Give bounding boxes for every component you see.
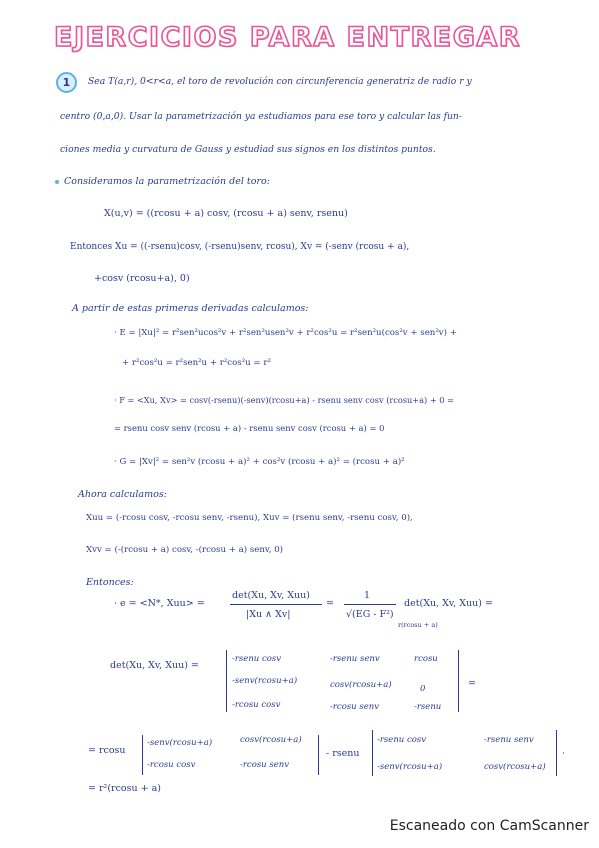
expand-lead: = rcosu [88,745,126,756]
partials-line-1: Entonces Xu = ((-rsenu)cosv, (-rsenu)senv, rcosu), Xv = (-senv (rcosu + a), [70,242,410,252]
first-forms-intro: A partir de estas primeras derivadas calculamos: [72,303,309,314]
fraction-bar [230,604,322,605]
minor1-cell: -senv(rcosu+a) [147,738,213,748]
det-cell: -rcosu senv [330,702,380,712]
parametrization-formula: X(u,v) = ((rcosu + a) cosv, (rcosu + a) senv, rsenu) [104,208,348,219]
minor1-right-bar [318,735,319,775]
det-cell: -rsenu cosv [232,654,282,664]
minor2-cell: cosv(rcosu+a) [484,762,546,772]
F-line-2: = rsenu cosv senv (rcosu + a) - rsenu senv cosv (rcosu + a) = 0 [114,423,385,433]
minor1-cell: -rcosu cosv [147,760,196,770]
det-cell: -rsenu [414,702,442,712]
result-line: = r²(rcosu + a) [88,783,161,794]
page-title: EJERCICIOS PARA ENTREGAR [54,22,522,53]
e-subscript: r(rcosu + a) [398,621,438,629]
bullet-dot [55,180,59,184]
det-cell: 0 [420,684,426,694]
partials-line-2: +cosv (rcosu+a), 0) [94,273,190,284]
det-cell: -rcosu cosv [232,700,281,710]
fraction-bar [344,604,396,605]
minor2-cell: -rsenu senv [484,735,534,745]
Xvv-line: Xvv = (-(rcosu + a) cosv, -(rcosu + a) senv, 0) [86,545,284,555]
det-left-bar [226,650,227,712]
problem-line-2: centro (0,a,0). Usar la parametrización ya estudiamos para ese toro y calcular las fun- [60,111,462,122]
camscanner-footer: Escaneado con CamScanner [389,818,589,834]
Xuu-line: Xuu = (-rcosu cosv, -rcosu senv, -rsenu), Xuv = (rsenu senv, -rsenu cosv, 0), [86,513,413,523]
det-cell: rcosu [414,654,438,664]
minor2-cell: -senv(rcosu+a) [377,762,443,772]
G-line: · G = |Xv|² = sen²v (rcosu + a)² + cos²v (rcosu + a)² = (rcosu + a)² [114,457,405,467]
det-equals: = [468,678,476,689]
minor2-left-bar [372,730,373,776]
minor1-left-bar [142,735,143,775]
trailing-dot: · [562,748,566,759]
problem-line-1: Sea T(a,r), 0<r<a, el toro de revolución con circunferencia generatriz de radio r y [88,76,472,87]
e-rhs: det(Xu, Xv, Xuu) = [404,598,493,609]
equals-sign: = [326,598,334,609]
e-numerator-2: 1 [364,590,371,601]
minor2-cell: -rsenu cosv [377,735,427,745]
det-cell: -senv(rcosu+a) [232,676,298,686]
minor2-right-bar [556,730,557,776]
F-line-1: · F = <Xu, Xv> = cosv(-rsenu)(-senv)(rcosu+a) - rsenu senv cosv (rcosu+a) + 0 = [114,395,454,405]
entonces-label: Entonces: [86,577,134,588]
exercise-number-badge: 1 [56,72,77,93]
e-lhs: · e = <N*, Xuu> = [114,598,205,609]
det-right-bar [458,650,459,712]
minor1-cell: -rcosu senv [240,760,290,770]
e-denominator-2: √(EG - F²) [346,609,394,620]
minor1-cell: cosv(rcosu+a) [240,735,302,745]
step-intro: Consideramos la parametrización del toro: [64,176,270,187]
det-cell: -rsenu senv [330,654,380,664]
problem-line-3: ciones media y curvatura de Gauss y estudiad sus signos en los distintos puntos. [60,144,436,155]
det-lhs: det(Xu, Xv, Xuu) = [110,660,199,671]
det-cell: cosv(rcosu+a) [330,680,392,690]
second-intro: Ahora calculamos: [78,489,167,500]
expand-mid: - rsenu [326,748,360,759]
E-line-1: · E = |Xu|² = r²sen²ucos²v + r²sen²usen²v + r²cos²u = r²sen²u(cos²v + sen²v) + [114,328,457,338]
E-line-2: + r²cos²u = r²sen²u + r²cos²u = r² [122,358,271,368]
e-numerator: det(Xu, Xv, Xuu) [232,590,310,601]
e-denominator: |Xu ∧ Xv| [246,609,291,620]
